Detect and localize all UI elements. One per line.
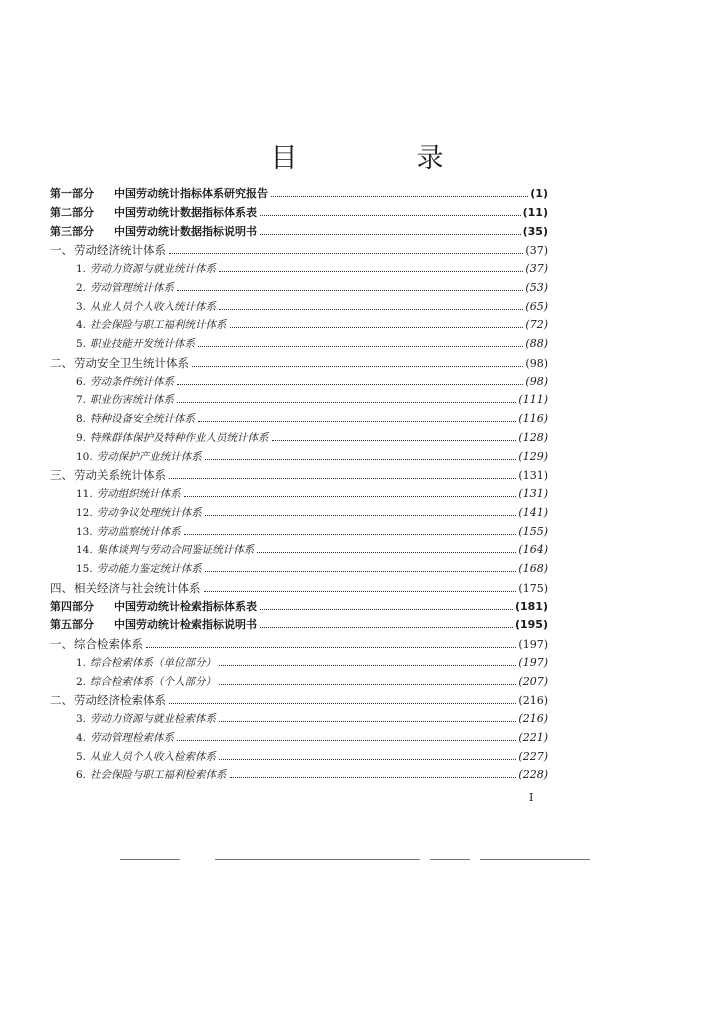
toc-entry-title: 综合检索体系（个人部分）: [90, 675, 217, 688]
toc-entry-title: 劳动组织统计体系: [96, 488, 181, 500]
toc-entry-page: (197): [518, 655, 548, 669]
toc-entry-number: 第二部分: [50, 205, 94, 219]
toc-entry-page: (168): [518, 562, 548, 575]
toc-entry-number: 10.: [76, 450, 93, 463]
toc-entry-number: 第五部分: [50, 618, 94, 632]
toc-entry: [50, 429, 548, 448]
toc-entry: [50, 185, 548, 204]
toc-entry-page: (221): [518, 730, 548, 744]
toc-entry-number: 2.: [76, 675, 87, 688]
toc-dot-leader: [205, 459, 517, 460]
toc-entry: [50, 466, 548, 485]
toc-entry-number: 2.: [76, 281, 87, 294]
toc-entry-number: 三、: [50, 468, 73, 483]
toc-entry-title: 中国劳动统计检索指标说明书: [114, 618, 257, 632]
toc-entry-page: (155): [518, 524, 548, 538]
toc-entry-page: (216): [518, 712, 548, 725]
toc-dot-leader: [192, 366, 523, 367]
toc-dot-leader: [198, 421, 516, 422]
toc-entry-title: 社会保险与职工福利检索体系: [90, 769, 227, 782]
toc-dot-leader: [257, 552, 516, 553]
toc-entry-title: 劳动经济统计体系: [74, 243, 166, 258]
toc-entry: [50, 223, 548, 242]
toc-entry-page: (65): [525, 299, 548, 313]
toc-dot-leader: [184, 534, 517, 535]
toc-entry-page: (129): [518, 449, 548, 463]
toc-dot-leader: [260, 215, 521, 216]
page-title: 目 录: [270, 143, 490, 175]
toc-entry-number: 5.: [76, 338, 87, 350]
toc-dot-leader: [219, 271, 523, 272]
toc-entry-page: (98): [525, 374, 548, 388]
toc-entry-page: (131): [518, 469, 548, 483]
toc-entry-number: 13.: [76, 525, 93, 538]
toc-entry-title: 中国劳动统计数据指标体系表: [114, 205, 257, 219]
toc-entry: [50, 260, 548, 279]
toc-entry-number: 5.: [76, 750, 87, 763]
toc-entry-title: 劳动关系统计体系: [74, 468, 166, 483]
toc-entry-title: 集体谈判与劳动合同鉴证统计体系: [96, 544, 255, 557]
toc-entry-page: (195): [514, 618, 548, 632]
toc-dot-leader: [198, 346, 523, 347]
toc-entry: [50, 241, 548, 260]
toc-dot-leader: [219, 684, 516, 685]
toc-entry: [50, 598, 548, 617]
toc-entry: [50, 579, 548, 598]
toc-entry: [50, 729, 548, 748]
toc-entry-number: 1.: [76, 656, 87, 669]
toc-dot-leader: [230, 327, 524, 328]
toc-entry-page: (37): [525, 262, 548, 275]
toc-entry: [50, 410, 548, 429]
toc-entry-number: 一、: [50, 243, 73, 258]
toc-dot-leader: [272, 440, 517, 441]
toc-entry: [50, 354, 548, 373]
toc-entry: [50, 710, 548, 729]
toc-entry: [50, 279, 548, 298]
toc-dot-leader: [204, 591, 517, 592]
toc-entry-number: 第三部分: [50, 224, 94, 238]
toc-dot-leader: [260, 234, 521, 235]
toc-entry-title: 劳动力资源与就业检索体系: [90, 713, 217, 725]
toc-entry-page: (1): [530, 187, 548, 200]
scan-divider-line: [120, 859, 180, 860]
toc-entry-page: (11): [522, 205, 548, 219]
table-of-contents: [50, 185, 548, 785]
toc-entry-page: (35): [522, 224, 548, 238]
toc-entry-page: (111): [518, 393, 548, 407]
toc-entry-number: 6.: [76, 769, 87, 782]
toc-entry-number: 11.: [76, 488, 93, 500]
toc-entry-title: 相关经济与社会统计体系: [74, 580, 201, 595]
toc-entry-number: 四、: [50, 580, 73, 595]
toc-entry-page: (181): [514, 599, 548, 613]
toc-dot-leader: [205, 571, 517, 572]
toc-dot-leader: [205, 515, 517, 516]
toc-dot-leader: [230, 777, 517, 778]
toc-entry-title: 劳动保护产业统计体系: [96, 450, 202, 463]
toc-dot-leader: [219, 309, 523, 310]
page-number: I: [529, 791, 534, 804]
toc-entry-page: (175): [518, 581, 548, 595]
toc-entry-page: (98): [525, 356, 548, 370]
toc-entry-number: 15.: [76, 563, 93, 575]
scan-divider-line: [480, 859, 590, 860]
toc-entry-number: 3.: [76, 300, 87, 313]
toc-entry-number: 二、: [50, 355, 73, 370]
toc-entry-page: (128): [518, 430, 548, 444]
toc-entry-title: 劳动争议处理统计体系: [96, 506, 202, 519]
toc-entry-page: (207): [518, 674, 548, 688]
toc-entry-title: 特殊群体保护及特种作业人员统计体系: [90, 431, 269, 444]
toc-entry-title: 中国劳动统计数据指标说明书: [114, 224, 257, 238]
toc-entry-page: (216): [518, 694, 548, 708]
toc-dot-leader: [169, 478, 516, 479]
toc-entry-number: 9.: [76, 431, 87, 444]
toc-entry: [50, 541, 548, 560]
toc-entry-page: (37): [525, 244, 548, 258]
toc-entry: [50, 635, 548, 654]
toc-entry: [50, 335, 548, 354]
toc-entry-title: 劳动管理检索体系: [90, 731, 175, 744]
toc-entry-page: (116): [518, 412, 548, 425]
toc-entry-number: 6.: [76, 375, 87, 388]
toc-entry-page: (88): [525, 337, 548, 350]
toc-dot-leader: [219, 759, 516, 760]
toc-dot-leader: [177, 740, 516, 741]
toc-entry-title: 劳动管理统计体系: [90, 281, 175, 294]
toc-entry-title: 劳动安全卫生统计体系: [74, 355, 189, 370]
toc-dot-leader: [219, 721, 516, 722]
toc-entry: [50, 504, 548, 523]
toc-entry-page: (197): [518, 638, 548, 651]
toc-entry: [50, 616, 548, 635]
toc-entry-number: 第一部分: [50, 187, 94, 200]
toc-entry-title: 中国劳动统计检索指标体系表: [114, 599, 257, 613]
toc-entry-title: 从业人员个人收入检索体系: [90, 750, 217, 763]
toc-entry-page: (164): [518, 543, 548, 557]
toc-dot-leader: [177, 402, 516, 403]
toc-entry-number: 3.: [76, 713, 87, 725]
toc-entry: [50, 654, 548, 673]
toc-entry-title: 社会保险与职工福利统计体系: [90, 319, 227, 332]
toc-entry-page: (72): [525, 318, 548, 332]
toc-entry: [50, 448, 548, 467]
toc-entry-number: 二、: [50, 693, 73, 708]
toc-entry: [50, 485, 548, 504]
toc-dot-leader: [177, 290, 523, 291]
scan-divider-line: [430, 859, 470, 860]
toc-entry-title: 中国劳动统计指标体系研究报告: [114, 187, 268, 200]
toc-entry-number: 4.: [76, 731, 87, 744]
toc-dot-leader: [219, 665, 516, 666]
toc-entry-title: 劳动力资源与就业统计体系: [90, 263, 217, 275]
toc-entry: [50, 766, 548, 785]
toc-entry: [50, 391, 548, 410]
toc-entry-page: (53): [525, 280, 548, 294]
scan-divider-line: [215, 859, 420, 860]
toc-dot-leader: [260, 609, 513, 610]
toc-entry-page: (228): [518, 768, 548, 782]
toc-entry: [50, 748, 548, 767]
toc-dot-leader: [169, 253, 523, 254]
toc-entry-number: 1.: [76, 263, 87, 275]
toc-entry-page: (141): [518, 505, 548, 519]
toc-entry: [50, 298, 548, 317]
toc-entry-number: 14.: [76, 544, 93, 557]
toc-entry-title: 职业技能开发统计体系: [90, 338, 196, 350]
toc-entry-number: 12.: [76, 506, 93, 519]
toc-entry: [50, 373, 548, 392]
toc-entry-number: 第四部分: [50, 599, 94, 613]
toc-dot-leader: [184, 496, 517, 497]
toc-dot-leader: [271, 196, 528, 197]
toc-dot-leader: [146, 647, 516, 648]
toc-dot-leader: [177, 384, 523, 385]
toc-entry-number: 7.: [76, 394, 87, 407]
toc-entry: [50, 673, 548, 692]
toc-entry: [50, 691, 548, 710]
toc-entry: [50, 560, 548, 579]
toc-entry-title: 从业人员个人收入统计体系: [90, 300, 217, 313]
toc-dot-leader: [260, 627, 513, 628]
toc-entry-title: 职业伤害统计体系: [90, 394, 175, 407]
toc-entry-number: 一、: [50, 637, 73, 651]
toc-dot-leader: [169, 703, 516, 704]
toc-entry-title: 劳动经济检索体系: [74, 693, 166, 708]
toc-entry-title: 综合检索体系（单位部分）: [90, 656, 217, 669]
toc-entry-title: 劳动监察统计体系: [96, 525, 181, 538]
toc-entry-title: 劳动能力鉴定统计体系: [96, 563, 202, 575]
toc-entry-title: 劳动条件统计体系: [90, 375, 175, 388]
toc-entry: [50, 204, 548, 223]
toc-entry: [50, 316, 548, 335]
toc-entry: [50, 523, 548, 542]
toc-entry-title: 综合检索体系: [74, 637, 143, 651]
toc-entry-title: 特种设备安全统计体系: [90, 413, 196, 425]
toc-entry-number: 8.: [76, 413, 87, 425]
toc-entry-page: (131): [518, 487, 548, 500]
toc-entry-number: 4.: [76, 319, 87, 332]
toc-entry-page: (227): [518, 749, 548, 763]
